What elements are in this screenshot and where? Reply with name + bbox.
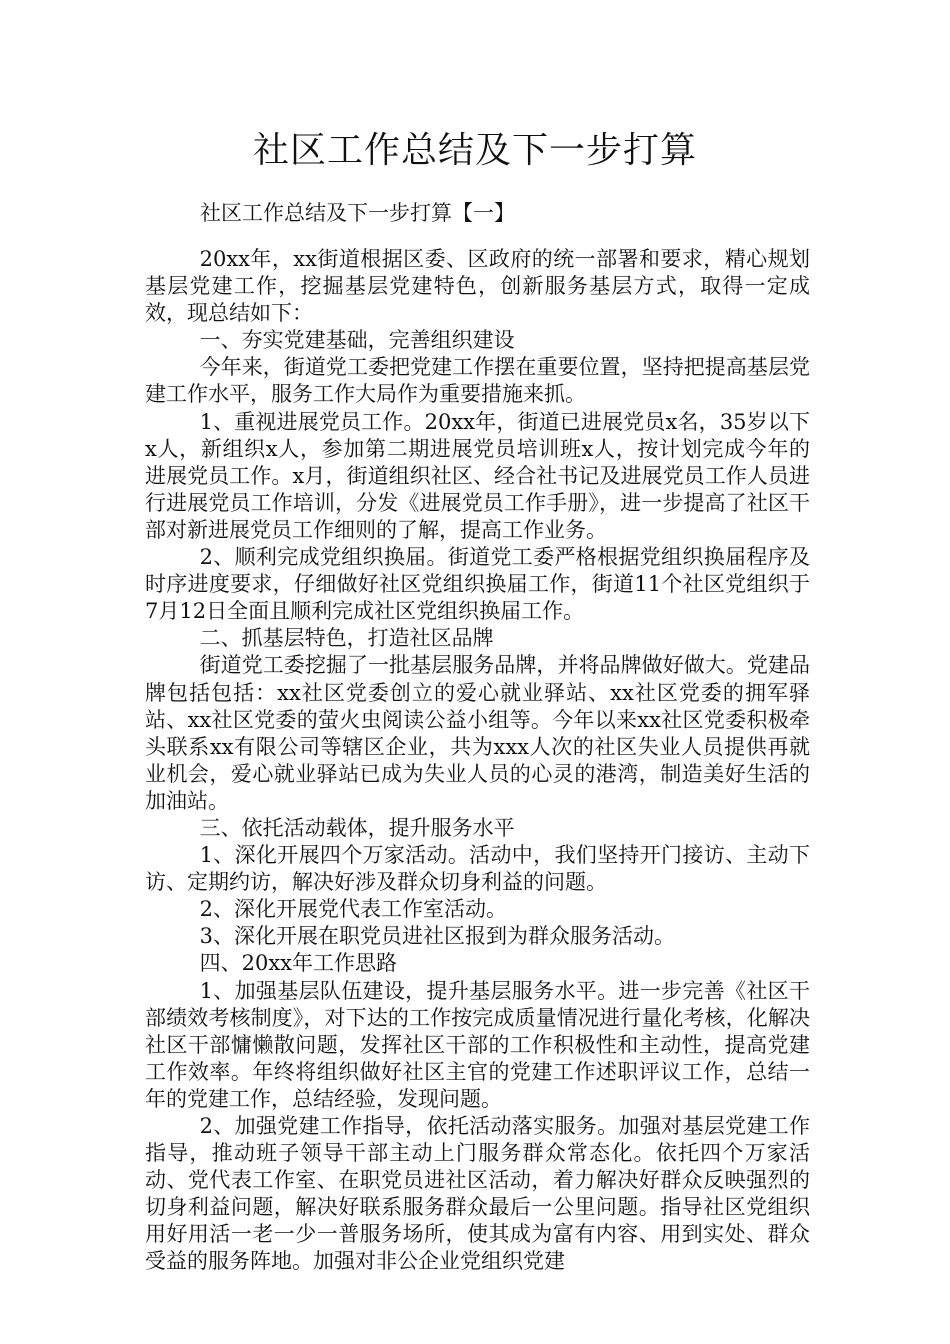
paragraph: 3、深化开展在职党员进社区报到为群众服务活动。 <box>199 924 675 949</box>
paragraph: 2、深化开展党代表工作室活动。 <box>199 897 507 922</box>
paragraph: 1、重视进展党员工作。20xx年，街道已进展党员x名，35岁以下x人，新组织x人，参加第二期进展党员培训班x人，按计划完成今年的进展党员工作。x月，街道组织社区、经合社书记及进展党员工作人员进行进展党员工作培训，分发《进展党员工作手册》，进一步提高了社区干部对新进展党员工作细则的了解，提高工作业务。 <box>145 409 810 542</box>
document-body <box>145 246 810 1276</box>
paragraph: 20xx年，xx街道根据区委、区政府的统一部署和要求，精心规划基层党建工作，挖掘基层党建特色，创新服务基层方式，取得一定成效，现总结如下： <box>145 247 810 326</box>
section-heading: 二、抓基层特色，打造社区品牌 <box>199 626 494 651</box>
paragraph: 今年来，街道党工委把党建工作摆在重要位置，坚持把提高基层党建工作水平，服务工作大局作为重要措施来抓。 <box>145 355 810 407</box>
paragraph: 2、顺利完成党组织换届。街道党工委严格根据党组织换届程序及时序进度要求，仔细做好社区党组织换届工作，街道11个社区党组织于7月12日全面且顺利完成社区党组织换届工作。 <box>145 545 810 624</box>
paragraph: 2、加强党建工作指导，依托活动落实服务。加强对基层党建工作指导，推动班子领导干部主动上门服务群众常态化。依托四个万家活动、党代表工作室、在职党员进社区活动，着力解决好群众反映强烈的切身利益问题，解决好联系服务群众最后一公里问题。指导社区党组织用好用活一老一少一普服务场所，使其成为富有内容、用到实处、群众受益的服务阵地。加强对非公企业党组织党建 <box>145 1114 810 1274</box>
paragraph: 街道党工委挖掘了一批基层服务品牌，并将品牌做好做大。党建品牌包括包括：xx社区党委创立的爱心就业驿站、xx社区党委的拥军驿站、xx社区党委的萤火虫阅读公益小组等。今年以来xx社区党委积极牵头联系xx有限公司等辖区企业，共为xxx人次的社区失业人员提供再就业机会，爱心就业驿站已成为失业人员的心灵的港湾，制造美好生活的加油站。 <box>145 653 810 813</box>
paragraph: 1、深化开展四个万家活动。活动中，我们坚持开门接访、主动下访、定期约访，解决好涉及群众切身利益的问题。 <box>145 843 810 895</box>
paragraph: 1、加强基层队伍建设，提升基层服务水平。进一步完善《社区干部绩效考核制度》，对下达的工作按完成质量情况进行量化考核，化解决社区干部慵懒散问题，发挥社区干部的工作积极性和主动性，提高党建工作效率。年终将组织做好社区主官的党建工作述职评议工作，总结一年的党建工作，总结经验，发现问题。 <box>145 978 810 1111</box>
section-heading: 一、夯实党建基础，完善组织建设 <box>199 328 515 353</box>
document-title: 社区工作总结及下一步打算 <box>252 130 697 171</box>
document-subtitle: 社区工作总结及下一步打算【一】 <box>200 201 515 225</box>
section-heading: 三、依托活动载体，提升服务水平 <box>199 815 515 840</box>
section-heading: 四、20xx年工作思路 <box>199 951 398 976</box>
